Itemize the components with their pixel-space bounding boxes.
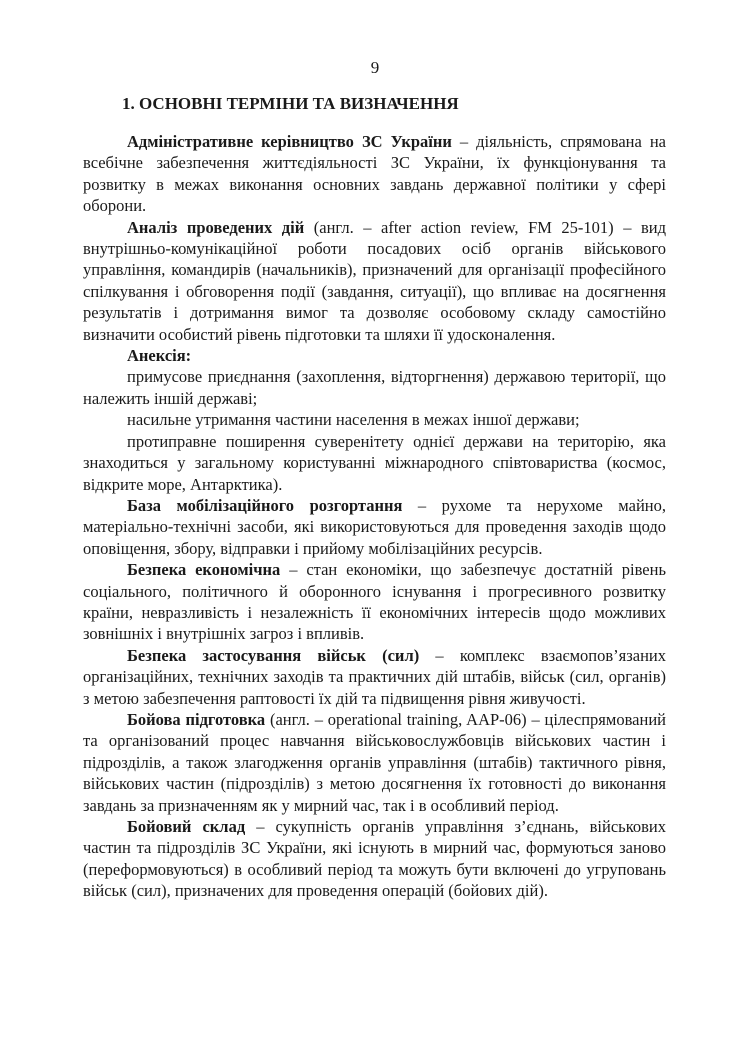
entry-definition: – рухоме та нерухоме майно, матеріально-технічні засоби, які використовуються для проведення заходів щодо оповіщення, збору, відправки і прийому мобілізаційних ресурсів. — [83, 495, 666, 558]
entry-term: Анексія: — [127, 346, 192, 366]
entry-term: Безпека застосування військ (сил) — [127, 645, 420, 665]
definition-entry — [83, 559, 666, 645]
definition-entry — [83, 217, 666, 345]
definition-entry — [83, 645, 666, 709]
entry-definition: – сукупність органів управління з’єднань, військових частин та підрозділів ЗС України, які існують в мирний час, формуються заново (переформовуються) в особливий період та можуть бути включені до угруповань військ (сил), призначених для проведення операцій (бойових дій). — [83, 817, 666, 901]
annex-list-item: примусове приєднання (захоплення, відторгнення) державою території, що належить іншій державі; — [83, 367, 666, 408]
entry-term: Бойова підготовка — [127, 709, 266, 729]
definition-entry — [83, 816, 666, 902]
entry-term: База мобілізаційного розгортання — [127, 495, 403, 515]
entry-term: Бойовий склад — [127, 817, 246, 836]
definition-entry — [83, 709, 666, 816]
definition-entry — [83, 495, 666, 559]
entry-term: Безпека економічна — [127, 560, 281, 580]
entry-term: Аналіз проведених дій — [127, 217, 305, 237]
page-number: 9 — [370, 58, 380, 77]
entry-term: Адміністративне керівництво ЗС України — [127, 132, 452, 151]
definition-entry — [83, 131, 666, 217]
definition-entry — [83, 345, 666, 366]
section-heading: 1. ОСНОВНІ ТЕРМІНИ ТА ВИЗНАЧЕННЯ — [122, 94, 459, 113]
entry-definition: – комплекс взаємопов’язаних організаційних, технічних заходів та практичних дій штабів, військ (сил, органів) з метою забезпечення раптовості їх дій та підвищення рівня живучості. — [83, 645, 666, 708]
entry-definition: – діяльність, спрямована на всебічне забезпечення життєдіяльності ЗС України, їх функціонування та розвитку в межах виконання основних завдань державної політики у сфері оборони. — [83, 132, 666, 216]
document-body — [83, 131, 666, 902]
annex-list-item: протиправне поширення суверенітету однієї держави на територію, яка знаходиться у загальному користуванні міжнародного співтовариства (космос, відкрите море, Антарктика). — [83, 431, 666, 494]
entry-definition: (англ. – operational training, AAP-06) – цілеспрямований та організований процес навчання військовослужбовців військових частин і підрозділів, а також злагодження органів управління (штабів) тактичного рівня, військових частин (підрозділів) з метою досягнення їх готовності до виконання завдань за призначенням як у мирний час, так і в особливий період. — [83, 709, 666, 815]
annex-list-item: насильне утримання частини населення в межах іншої держави; — [127, 410, 580, 430]
entry-definition: – стан економіки, що забезпечує достатній рівень соціального, політичного й оборонного існування і прогресивного розвитку країни, невразливість і незалежність її економічних інтересів щодо можливих зовнішніх і внутрішніх загроз і впливів. — [83, 560, 666, 644]
entry-definition: (англ. – after action review, FM 25-101) – вид внутрішньо-комунікаційної роботи посадових осіб органів військового управління, командирів (начальників), призначений для організації професійного спілкування і обговорення події (завдання, ситуації), що впливає на досягнення результатів і дотримання вимог та дозволяє особовому складу самостійно визначити особистий рівень підготовки та шляхи її удосконалення. — [83, 217, 666, 344]
